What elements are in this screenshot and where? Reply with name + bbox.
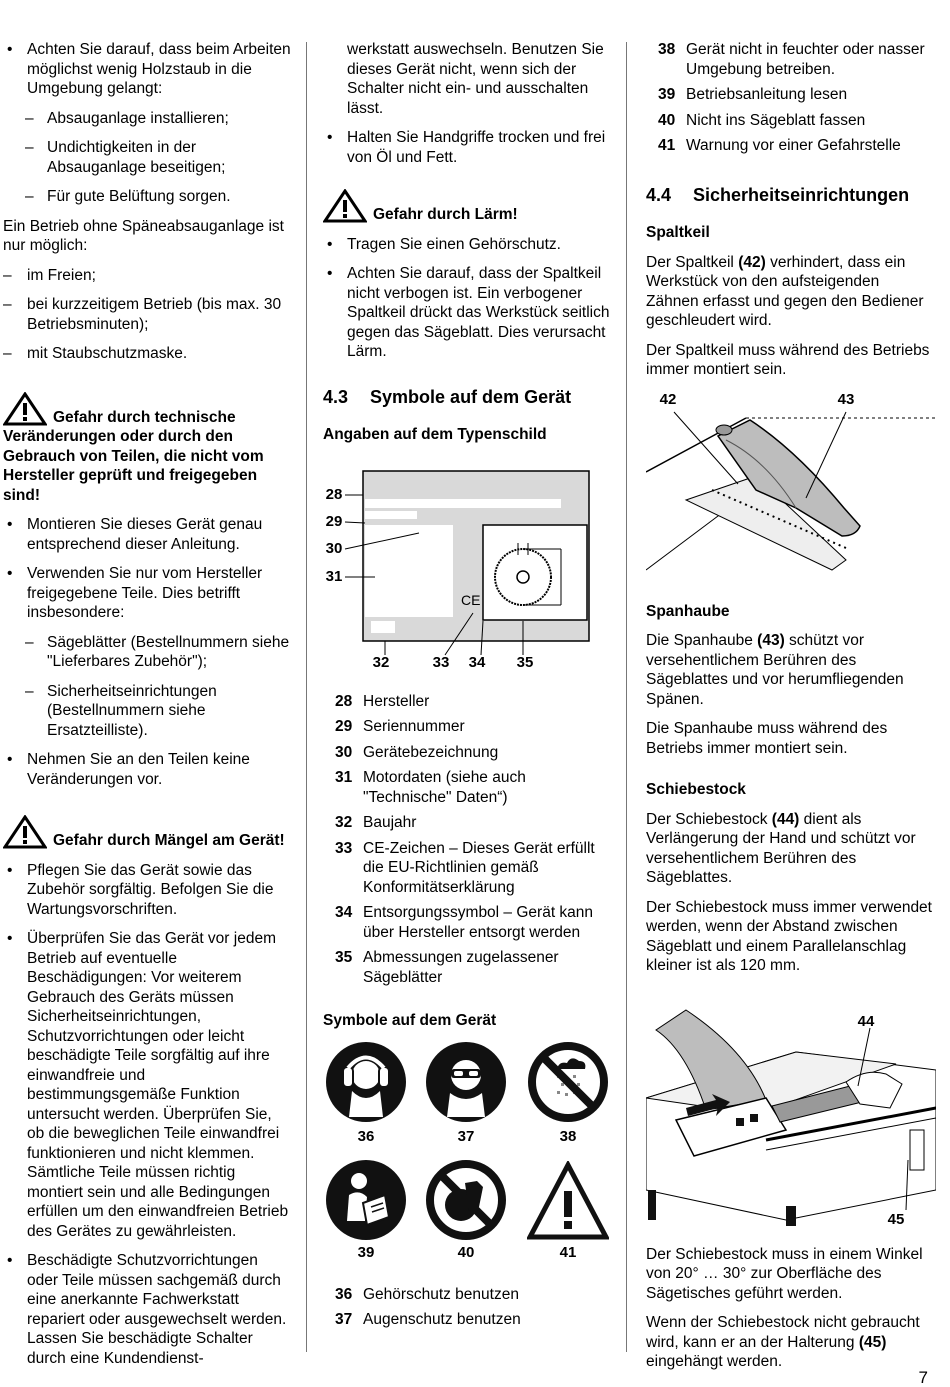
plate-label: 28: [325, 485, 343, 503]
legend-item: 33 CE-Zeichen – Dieses Gerät erfüllt die EU-Richtlinien gemäß Konformitätserklärung: [335, 839, 595, 896]
paragraph: Der Schiebestock muss in einem Winkel von 20° … 30° zur Oberfläche des Sägetisches geführt werden.: [646, 1245, 923, 1302]
subheading-spaltkeil: Spaltkeil: [646, 224, 710, 241]
bullet-item: • Achten Sie darauf, dass beim Arbeiten möglichst wenig Holzstaub in die Umgebung gelangt:: [3, 40, 293, 99]
continued-text: werkstatt auswechseln. Benutzen Sie dieses Gerät nicht, wenn sich der Schalter nicht ein- und ausschalten lässt.: [347, 41, 604, 117]
sign-label: 41: [559, 1243, 577, 1261]
page-number: 7: [918, 1367, 928, 1387]
typeplate-legend: [323, 692, 613, 988]
bullet-item: • Verwenden Sie nur vom Hersteller freigegebene Teile. Dies betrifft insbesondere:: [3, 564, 293, 623]
legend-item: 31 Motordaten (siehe auch "Technische" Daten“): [335, 769, 526, 806]
riving-knife-drawing: [646, 390, 936, 580]
column-divider-1: [306, 42, 307, 1352]
bullet-item: • Montieren Sie dieses Gerät genau entsprechend dieser Anleitung.: [3, 515, 293, 554]
sign-label: 39: [357, 1243, 375, 1261]
dash-item: – bei kurzzeitigem Betrieb (bis max. 30 Betriebsminuten);: [3, 295, 293, 334]
legend-item: 39 Betriebsanleitung lesen: [658, 86, 848, 103]
bullet-item: • Beschädigte Schutzvorrichtungen oder Teile müssen sachgemäß durch eine anerkannte Fachwerkstatt repariert oder ausgewechselt werden. Lassen Sie beschädigte Schalter durch eine Kundendienst-: [3, 1251, 293, 1368]
figure-label: 42: [659, 390, 677, 408]
no-rain-icon: [527, 1041, 609, 1123]
figure-label: 44: [857, 1012, 875, 1030]
warning-triangle-icon: [3, 815, 47, 849]
section-heading-4-3: 4.3 Symbole auf dem Gerät: [323, 386, 572, 407]
dash-item: – Sicherheitseinrichtungen (Bestellnummern siehe Ersatzteilliste).: [3, 682, 293, 741]
figure-label: 45: [887, 1210, 905, 1228]
read-manual-icon: [325, 1159, 407, 1241]
column-2: [323, 40, 613, 1336]
paragraph: Die Spanhaube muss während des Betriebs immer montiert sein.: [646, 720, 888, 757]
subheading-schiebestock: Schiebestock: [646, 781, 746, 798]
plate-label: 34: [468, 653, 486, 671]
legend-item: 37 Augenschutz benutzen: [335, 1311, 521, 1328]
legend-item: 32 Baujahr: [335, 814, 417, 831]
legend-item: 29 Seriennummer: [335, 718, 465, 735]
subheading-typeplate: Angaben auf dem Typenschild: [323, 426, 547, 443]
bullet-item: • Halten Sie Handgriffe trocken und frei von Öl und Fett.: [323, 128, 613, 167]
sign-label: 38: [559, 1127, 577, 1145]
warning-heading: [323, 189, 613, 225]
ce-mark: CE: [461, 591, 481, 608]
dash-item: – mit Staubschutzmaske.: [3, 344, 293, 364]
dash-item: – Undichtigkeiten in der Absauganlage beseitigen;: [3, 138, 293, 177]
sign-label: 37: [457, 1127, 475, 1145]
legend-item: 38 Gerät nicht in feuchter oder nasser Umgebung betreiben.: [658, 41, 925, 78]
paragraph: Die Spanhaube (43) schützt vor versehentlichem Berühren des Sägeblattes und vor herumfliegenden Spänen.: [646, 632, 904, 708]
dash-item: – Absauganlage installieren;: [3, 109, 293, 129]
bullet-item: • Achten Sie darauf, dass der Spaltkeil nicht verbogen ist. Ein verbogener Spaltkeil drückt das Werkstück seitlich gegen das Sägeblatt. Dies verursacht Lärm.: [323, 264, 613, 362]
dash-item: – Für gute Belüftung sorgen.: [3, 187, 293, 207]
warning-triangle-icon: [3, 392, 47, 426]
paragraph: Wenn der Schiebestock nicht gebraucht wird, kann er an der Halterung (45) eingehängt werden.: [646, 1314, 920, 1370]
warning-triangle-icon: [323, 189, 367, 223]
paragraph: Der Schiebestock (44) dient als Verlängerung der Hand und schützt vor versehentlichem Berühren des Sägeblattes.: [646, 810, 916, 886]
warning-heading: [3, 392, 293, 506]
symbol-legend: [323, 1285, 613, 1330]
plate-label: 30: [325, 539, 343, 557]
bullet-item: • Pflegen Sie das Gerät sowie das Zubehör sorgfältig. Befolgen Sie die Wartungsvorschriften.: [3, 861, 293, 920]
paragraph: Der Schiebestock muss immer verwendet werden, wenn der Abstand zwischen Sägeblatt und einem Parallelanschlag kleiner ist als 120 mm.: [646, 898, 932, 974]
warning-heading: [3, 815, 293, 851]
column-divider-2: [626, 42, 627, 1352]
sign-label: 36: [357, 1127, 375, 1145]
paragraph: Ein Betrieb ohne Späneabsauganlage ist nur möglich:: [3, 217, 284, 254]
sign-label: 40: [457, 1243, 475, 1261]
plate-label: 31: [325, 567, 343, 585]
legend-item: 36 Gehörschutz benutzen: [335, 1285, 519, 1303]
riving-knife-figure: [646, 390, 936, 580]
subheading-spanhaube: Spanhaube: [646, 602, 730, 620]
bullet-item: • Tragen Sie einen Gehörschutz.: [323, 235, 613, 255]
bullet-item: • Nehmen Sie an den Teilen keine Veränderungen vor.: [3, 750, 293, 789]
symbol-legend-continued: [646, 40, 936, 156]
warning-text: Gefahr durch technische Veränderungen oder durch den Gebrauch von Teilen, die nicht vom Hersteller geprüft und freigegeben sind!: [3, 408, 264, 504]
typeplate-diagram: [323, 463, 613, 678]
plate-label: 35: [516, 653, 534, 671]
legend-item: 34 Entsorgungssymbol – Gerät kann über Hersteller entsorgt werden: [335, 904, 594, 941]
plate-label: 29: [325, 512, 343, 530]
safety-signs: [323, 1041, 613, 1271]
legend-item: 41 Warnung vor einer Gefahrstelle: [658, 137, 901, 154]
legend-item: 35 Abmessungen zugelassener Sägeblätter: [335, 949, 559, 986]
legend-item: 40 Nicht ins Sägeblatt fassen: [658, 111, 866, 129]
figure-label: 43: [837, 390, 855, 408]
dash-item: – im Freien;: [3, 266, 293, 286]
legend-item: 28 Hersteller: [335, 692, 430, 710]
bullet-item: • Überprüfen Sie das Gerät vor jedem Betrieb auf eventuelle Beschädigungen: Vor weiterem Gebrauch des Geräts müssen Sicherheitseinrichtungen, Schutzvorrichtungen oder leicht beschädigte Teile sorgfältig auf ihre einwandfreie und bestimmungsgemäße Funktion untersucht werden. Überprüfen Sie, ob die beweglichen Teile einwandfrei funktionieren und nicht klemmen. Sämtliche Teile müssen richtig montiert sein und alle Bedingungen erfüllen um den einwandfreien Betrieb des Gerätes zu gewährleisten.: [3, 929, 293, 1241]
push-stick-drawing: [646, 990, 936, 1235]
column-1: [3, 40, 293, 1378]
subheading-symbols: Symbole auf dem Gerät: [323, 1012, 497, 1029]
paragraph: Der Spaltkeil muss während des Betriebs immer montiert sein.: [646, 341, 930, 378]
ear-protection-icon: [325, 1041, 407, 1123]
warning-text: Gefahr durch Lärm!: [373, 206, 518, 223]
section-heading-4-4: 4.4 Sicherheitseinrichtungen: [646, 184, 910, 205]
dash-item: – Sägeblätter (Bestellnummern siehe "Lieferbares Zubehör");: [3, 633, 293, 672]
paragraph: Der Spaltkeil (42) verhindert, dass ein Werkstück von den aufsteigenden Zähnen erfasst und gegen den Bediener geschleudert wird.: [646, 253, 924, 329]
push-stick-figure: [646, 990, 936, 1235]
warning-triangle-icon: [527, 1161, 609, 1243]
typeplate-figure: [323, 463, 613, 678]
warning-text: Gefahr durch Mängel am Gerät!: [53, 832, 285, 849]
no-hand-in-blade-icon: [425, 1159, 507, 1241]
plate-label: 32: [372, 653, 390, 671]
legend-item: 30 Gerätebezeichnung: [335, 743, 499, 761]
plate-label: 33: [432, 653, 450, 671]
column-3: [646, 40, 936, 1382]
eye-protection-icon: [425, 1041, 507, 1123]
